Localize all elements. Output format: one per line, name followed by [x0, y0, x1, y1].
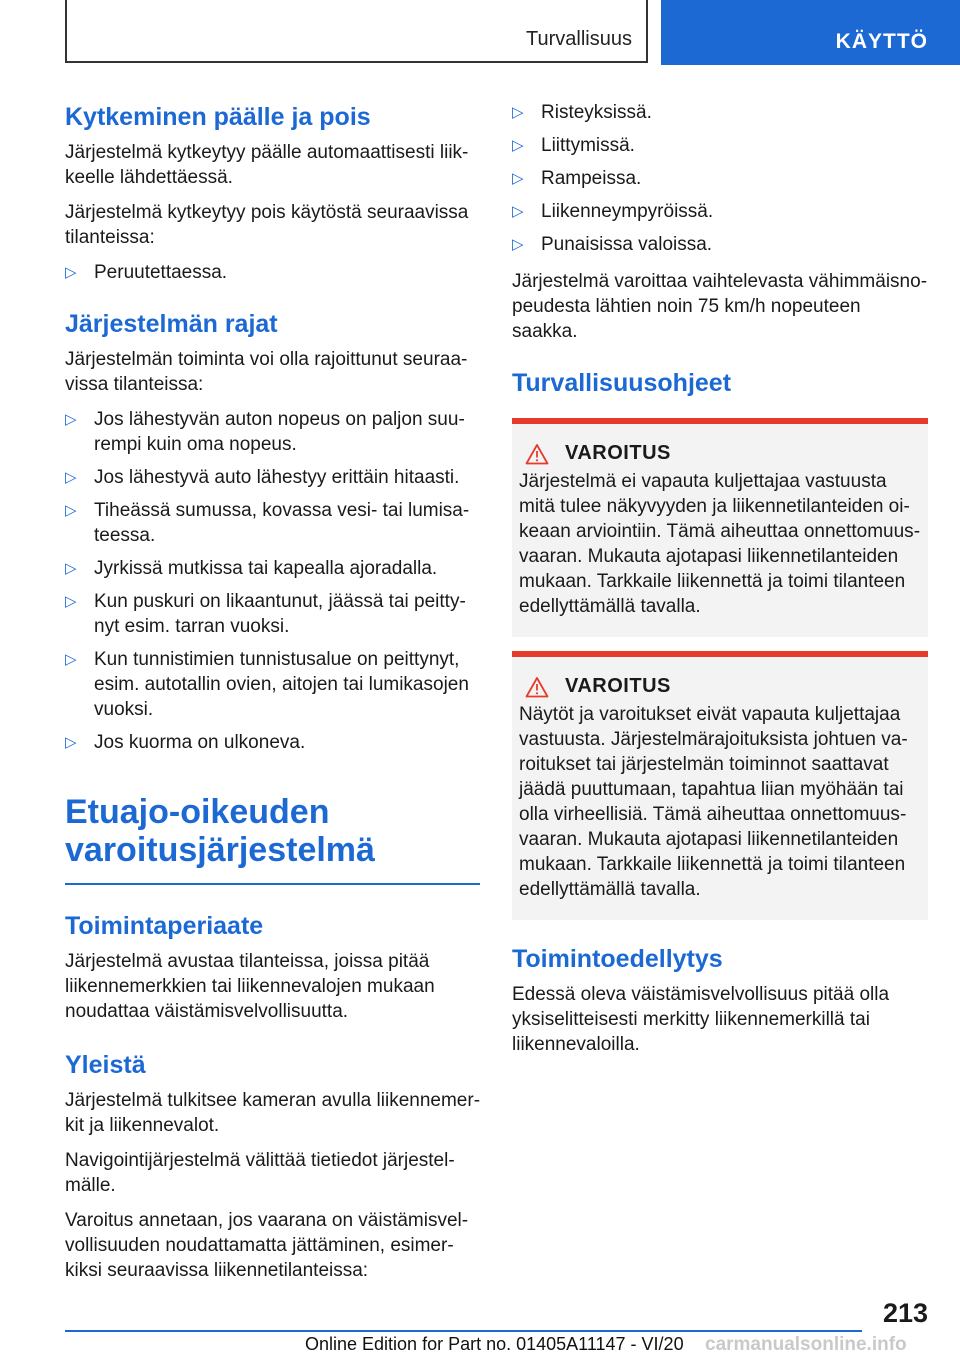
list-item: ▷ Kun tunnistimien tunnistusalue on peittynyt, esim. autotallin ovien, aitojen tai lumikasojen vuoksi. [65, 649, 469, 720]
list-item: ▷ Jyrkissä mutkissa tai kapealla ajoradalla. [65, 558, 438, 579]
list-item: ▷ Peruutettaessa. [65, 262, 228, 283]
warning-text: Näytöt ja varoitukset eivät vapauta kuljettajaa vastuusta. Järjestelmärajoituksista johtuen varoitukset tai järjestelmän toiminnot saattavat jäädä puuttumaan, tapahtua liian myöhään tai olla virheellisiä. Tämä aiheuttaa onnettomuusvaaran. Mukauta ajotapasi liikennetilanteiden mukaan. Tarkkaile liikennettä ja toimi tilanteen edellyttämällä tavalla. [519, 704, 908, 900]
triangle-bullet-icon: ▷ [65, 264, 77, 281]
triangle-bullet-icon: ▷ [65, 502, 77, 519]
heading-rajat: Järjestelmän rajat [65, 310, 278, 338]
warning-box [512, 418, 928, 637]
page-number: 213 [882, 1298, 928, 1328]
list-item: ▷ Liittymissä. [512, 135, 635, 156]
warning-box [512, 651, 928, 920]
paragraph: Järjestelmä kytkeytyy pois käytöstä seuraavissa tilanteissa: [65, 202, 469, 248]
triangle-bullet-icon: ▷ [65, 593, 77, 610]
bullet-list [65, 260, 480, 285]
warning-header [519, 442, 920, 465]
heading-toimintaperiaate: Toimintaperiaate [65, 912, 264, 940]
triangle-bullet-icon: ▷ [65, 411, 77, 428]
list-item: ▷ Rampeissa. [512, 168, 642, 189]
warning-text: Järjestelmä ei vapauta kuljettajaa vastuusta mitä tulee näkyvyyden ja liikennetilanteiden oikeaan arviointiin. Tämä aiheuttaa onnettomuusvaaran. Mukauta ajotapasi liikennetilanteiden mukaan. Tarkkaile liikennettä ja toimi tilanteen edellyttämällä tavalla. [519, 471, 921, 617]
paragraph: Edessä oleva väistämisvelvollisuus pitää olla yksiselitteisesti merkitty liikennemerkillä tai liikennevaloilla. [512, 984, 890, 1055]
bullet-list [65, 407, 480, 755]
triangle-bullet-icon: ▷ [65, 651, 77, 668]
bullet-list [512, 100, 928, 257]
warning-title: VAROITUS [565, 442, 671, 464]
triangle-bullet-icon: ▷ [512, 104, 524, 121]
triangle-bullet-icon: ▷ [512, 203, 524, 220]
footer-edition: Online Edition for Part no. 01405A11147 - VI/20 [305, 1334, 684, 1354]
heading-turvallisuusohjeet: Turvallisuusohjeet [512, 369, 732, 397]
footer-divider [65, 1330, 862, 1332]
watermark: carmanualsonline.info [705, 1334, 907, 1355]
paragraph: Järjestelmä kytkeytyy päälle automaattisesti liikkeelle lähdettäessä. [65, 142, 469, 188]
heading-kytkeminen: Kytkeminen päälle ja pois [65, 103, 371, 131]
header-chapter-tab [661, 0, 960, 65]
warning-triangle-icon [525, 676, 549, 698]
warning-title: VAROITUS [565, 675, 671, 697]
list-item: ▷ Risteyksissä. [512, 102, 652, 123]
triangle-bullet-icon: ▷ [512, 137, 524, 154]
header-section-box [65, 0, 648, 63]
paragraph: Järjestelmä varoittaa vaihtelevasta vähimmäisnopeudesta lähtien noin 75 km/h nopeuteen saakka. [512, 271, 928, 342]
right-column [512, 100, 928, 1067]
header-chapter-label: KÄYTTÖ [835, 30, 928, 53]
warning-header [519, 675, 920, 698]
triangle-bullet-icon: ▷ [65, 734, 77, 751]
paragraph: Varoitus annetaan, jos vaarana on väistämisvelvollisuuden noudattamatta jättäminen, esimerkiksi seuraavissa liikennetilanteissa: [65, 1210, 469, 1281]
paragraph: Navigointijärjestelmä välittää tietiedot järjestelmälle. [65, 1150, 455, 1196]
chapter-title: Etuajo-oikeuden varoitusjärjestelmä [65, 793, 480, 885]
paragraph: Järjestelmä avustaa tilanteissa, joissa pitää liikennemerkkien tai liikennevalojen mukaan noudattaa väistämisvelvollisuutta. [65, 951, 435, 1022]
list-item: ▷ Punaisissa valoissa. [512, 234, 713, 255]
list-item: ▷ Tiheässä sumussa, kovassa vesi- tai lumisateessa. [65, 500, 470, 546]
triangle-bullet-icon: ▷ [512, 170, 524, 187]
triangle-bullet-icon: ▷ [65, 560, 77, 577]
list-item: ▷ Jos lähestyvän auton nopeus on paljon suurempi kuin oma nopeus. [65, 409, 465, 455]
list-item: ▷ Kun puskuri on likaantunut, jäässä tai peittynyt esim. tarran vuoksi. [65, 591, 466, 637]
triangle-bullet-icon: ▷ [65, 469, 77, 486]
triangle-bullet-icon: ▷ [512, 236, 524, 253]
list-item: ▷ Jos kuorma on ulkoneva. [65, 732, 306, 753]
heading-yleista: Yleistä [65, 1051, 146, 1079]
paragraph: Järjestelmän toiminta voi olla rajoittunut seuraavissa tilanteissa: [65, 349, 468, 395]
header-section-title: Turvallisuus [526, 28, 632, 50]
heading-toimintoedellytys: Toimintoedellytys [512, 945, 723, 973]
list-item: ▷ Jos lähestyvä auto lähestyy erittäin hitaasti. [65, 467, 460, 488]
paragraph: Järjestelmä tulkitsee kameran avulla liikennemerkit ja liikennevalot. [65, 1090, 481, 1136]
warning-triangle-icon [525, 443, 549, 465]
list-item: ▷ Liikenneympyröissä. [512, 201, 714, 222]
left-column [65, 100, 480, 1293]
